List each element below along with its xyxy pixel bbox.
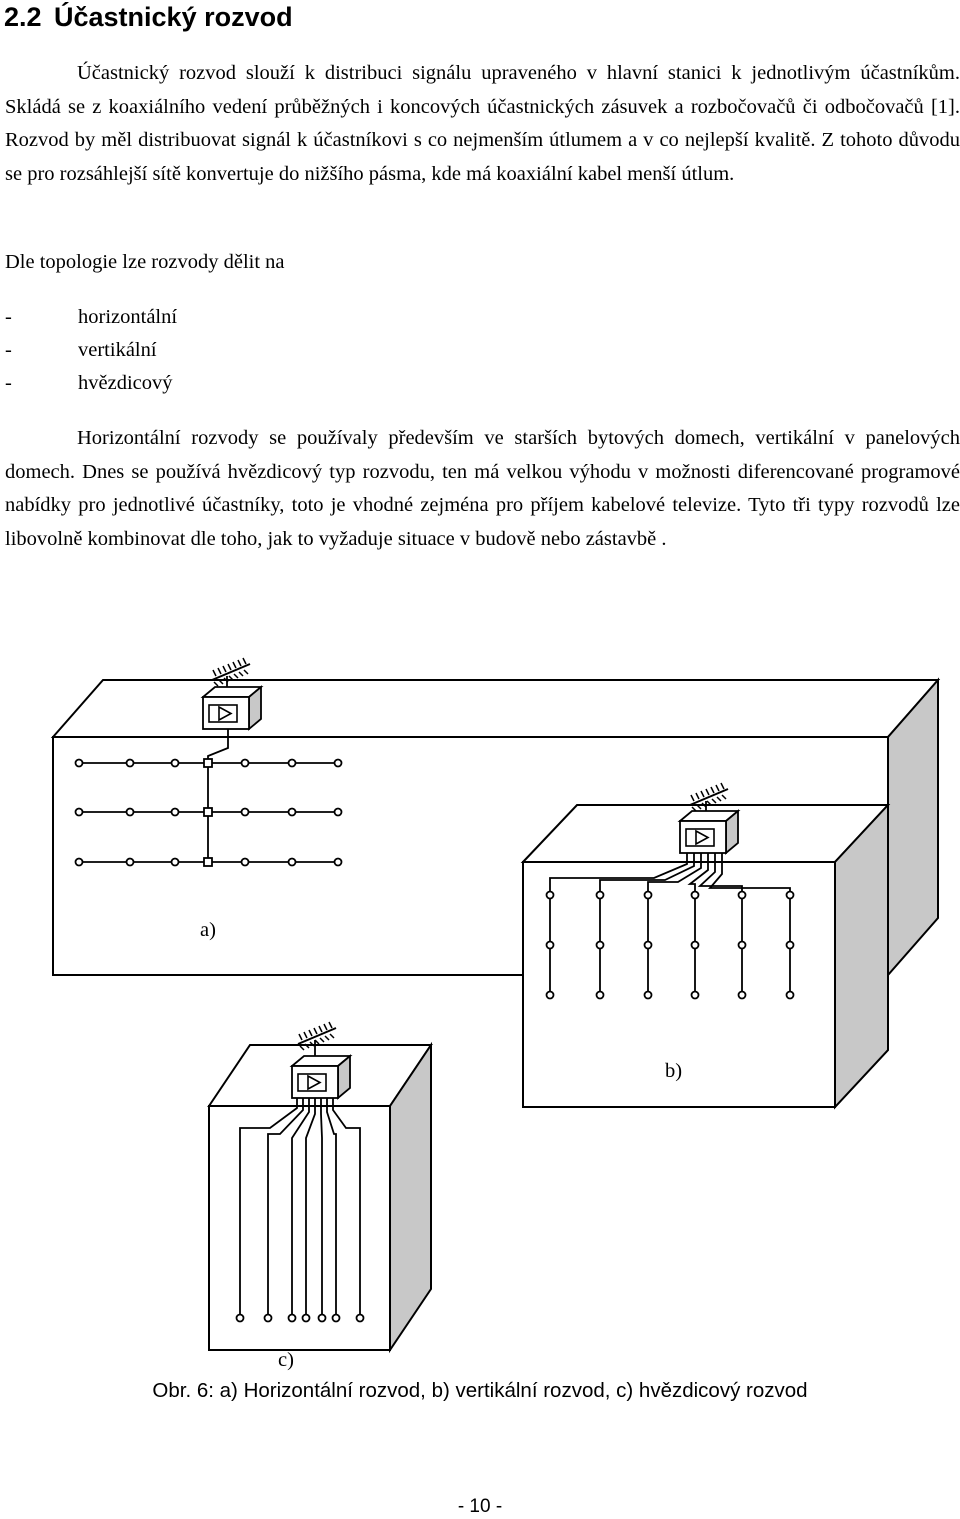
page-number: - 10 - (457, 1496, 503, 1517)
building-star (209, 1022, 431, 1350)
topology-intro: Dle topologie lze rozvody dělit na (5, 251, 285, 273)
figure-label-a: a) (200, 919, 216, 941)
section-number: 2.2 (4, 2, 42, 32)
section-title: Účastnický rozvod (54, 2, 293, 32)
list-item: - vertikální (5, 339, 157, 361)
list-item: - hvězdicový (5, 372, 173, 394)
building-vertical (523, 773, 888, 1107)
paragraph-intro: Účastnický rozvod slouží k distribuci signálu upraveného v hlavní stanici k jednotlivým účastníkům. Skládá se z koaxiálního vedení průběžných i koncových účastnických zásuvek a rozbočovačů či odbočovačů [1]. Rozvod by měl distribuovat signál k účastníkovi s co nejmenším útlumem a v co nejlepší kvalitě. Z tohoto důvodu se pro rozsáhlejší sítě konvertuje do nižšího pásma, kde má koaxiální kabel menší útlum. (5, 62, 960, 185)
figure-label-b: b) (665, 1060, 683, 1082)
paragraph-topologies: Horizontální rozvody se používaly především ve starších bytových domech, vertikální v panelových domech. Dnes se používá hvězdicový typ rozvodu, ten má velkou výhodu v možnosti diferencované programové nabídky pro jednotlivé účastníky, toto je vhodné zejména pro příjem kabelové televize. Tyto tři typy rozvodů lze libovolně kombinovat dle toho, jak to vyžaduje situace v budově nebo zástavbě . (5, 427, 960, 550)
figure-caption: Obr. 6: a) Horizontální rozvod, b) vertikální rozvod, c) hvězdicový rozvod (152, 1379, 808, 1402)
figure-label-c: c) (278, 1349, 294, 1371)
list-item: - horizontální (5, 306, 178, 328)
